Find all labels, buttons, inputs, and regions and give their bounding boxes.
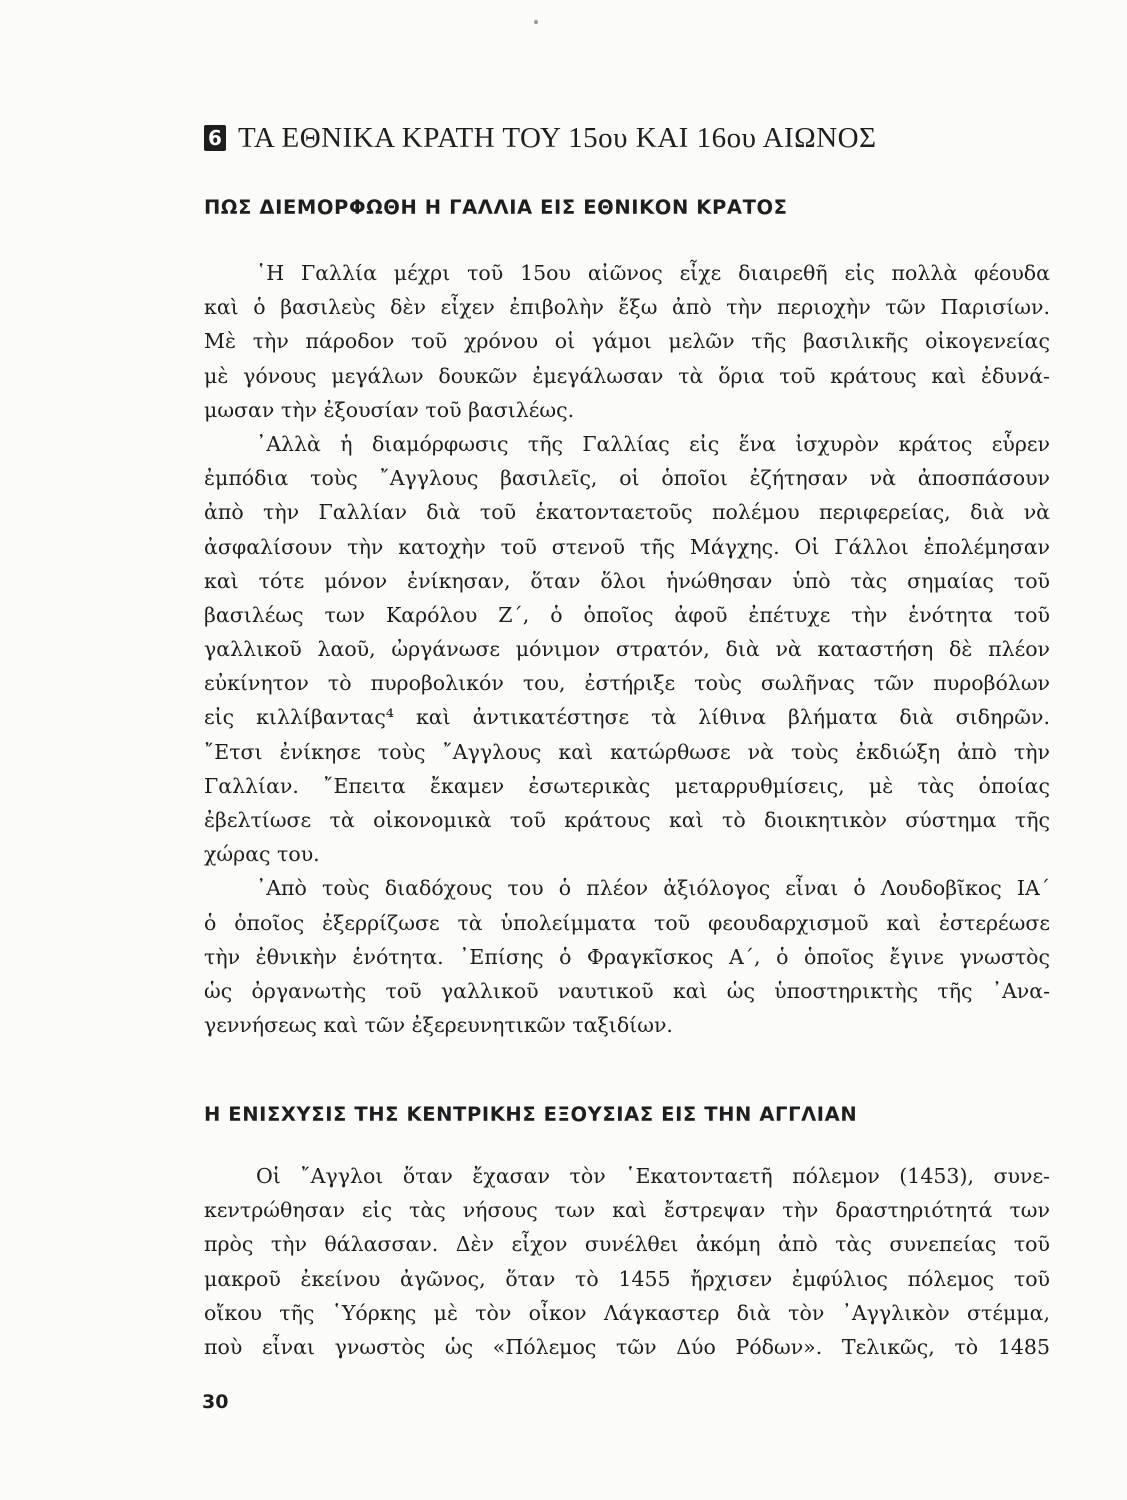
text-line: χώρας του.	[204, 842, 320, 867]
text-line: Μὲ τὴν πάροδον τοῦ χρόνου οἱ γάμοι μελῶν τῆς βασιλικῆς οἰκογενείας	[204, 329, 1050, 354]
text-line: ἐμπόδια τοὺς ῎Αγγλους βασιλεῖς, οἱ ὁποῖοι ἐζήτησαν νὰ ἀποσπάσουν	[204, 466, 1050, 491]
text-line: ῎Ετσι ἐνίκησε τοὺς ῎Αγγλους καὶ κατώρθωσε νὰ τοὺς ἐκδιώξη ἀπὸ τὴν	[204, 739, 1050, 764]
text-line: ῾Η Γαλλία μέχρι τοῦ 15ου αἰῶνος εἶχε διαιρεθῆ εἰς πολλὰ φέουδα	[256, 261, 1050, 285]
section-heading-france: ΠΩΣ ΔΙΕΜΟΡΦΩΘΗ Η ΓΑΛΛΙΑ ΕΙΣ ΕΘΝΙΚΟΝ ΚΡΑΤΟΣ	[204, 196, 788, 219]
text-line: οἴκου τῆς ῾Υόρκης μὲ τὸν οἶκον Λάγκαστερ διὰ τὸν ᾿Αγγλικὸν στέμμα,	[204, 1300, 1050, 1325]
text-line: μωσαν τὴν ἐξουσίαν τοῦ βασιλέως.	[204, 397, 575, 422]
text-line: γαλλικοῦ λαοῦ, ὠργάνωσε μόνιμον στρατόν, διὰ νὰ καταστήση δὲ πλέον	[204, 637, 1050, 662]
text-line: βασιλέως των Καρόλου Ζ΄, ὁ ὁποῖος ἀφοῦ ἐπέτυχε τὴν ἑνότητα τοῦ	[204, 602, 1050, 627]
text-line: κεντρώθησαν εἰς τὰς νήσους των καὶ ἔστρεψαν τὴν δραστηριότητά των	[204, 1198, 1050, 1223]
text-line: Γαλλίαν. ῎Επειτα ἔκαμεν ἐσωτερικὰς μεταρρυθμίσεις, μὲ τὰς ὁποίας	[204, 773, 1050, 798]
page-number: 30	[202, 1391, 229, 1413]
text-line: καὶ τότε μόνον ἐνίκησαν, ὅταν ὅλοι ἡνώθησαν ὑπὸ τὰς σημαίας τοῦ	[204, 568, 1050, 593]
text-line: ἀσφαλίσουν τὴν κατοχὴν τοῦ στενοῦ τῆς Μάγχης. Οἱ Γάλλοι ἐπολέμησαν	[204, 534, 1050, 559]
chapter-title: ΤΑ ΕΘΝΙΚΑ ΚΡΑΤΗ ΤΟΥ 15ου ΚΑΙ 16ου ΑΙΩΝΟΣ	[238, 121, 877, 154]
text-line: ᾿Αλλὰ ἡ διαμόρφωσις τῆς Γαλλίας εἰς ἕνα ἰσχυρὸν κράτος εὗρεν	[256, 431, 1050, 456]
text-line: πρὸς τὴν θάλασσαν. Δὲν εἶχον συνέλθει ἀκόμη ἀπὸ τὰς συνεπείας τοῦ	[204, 1232, 1050, 1257]
text-line: ᾿Απὸ τοὺς διαδόχους του ὁ πλέον ἀξιόλογος εἶναι ὁ Λουδοβῖκος ΙΑ΄	[256, 876, 1050, 901]
chapter-heading	[204, 118, 994, 158]
text-line: ποὺ εἶναι γνωστὸς ὡς «Πόλεμος τῶν Δύο Ρόδων». Τελικῶς, τὸ 1485	[204, 1334, 1050, 1359]
text-line: ἐβελτίωσε τὰ οἰκονομικὰ τοῦ κράτους καὶ τὸ διοικητικὸν σύστημα τῆς	[204, 808, 1050, 832]
section-heading-england: Η ΕΝΙΣΧΥΣΙΣ ΤΗΣ ΚΕΝΤΡΙΚΗΣ ΕΞΟΥΣΙΑΣ ΕΙΣ ΤΗΝ ΑΓΓΛΙΑΝ	[204, 1103, 858, 1126]
text-line: μὲ γόνους μεγάλων δουκῶν ἐμεγάλωσαν τὰ ὅρια τοῦ κράτους καὶ ἐδυνά-	[204, 363, 1050, 388]
text-line: ὁ ὁποῖος ἐξερρίζωσε τὰ ὑπολείμματα τοῦ φεουδαρχισμοῦ καὶ ἐστερέωσε	[204, 910, 1050, 935]
text-line: εὐκίνητον τὸ πυροβολικόν του, ἐστήριξε τοὺς σωλῆνας τῶν πυροβόλων	[204, 671, 1050, 696]
section-body-england	[204, 1159, 1050, 1364]
text-line: εἰς κιλλίβαντας⁴ καὶ ἀντικατέστησε τὰ λίθινα βλήματα διὰ σιδηρῶν.	[204, 705, 1050, 730]
text-line: τὴν ἐθνικὴν ἑνότητα. ᾿Επίσης ὁ Φραγκῖσκος Α΄, ὁ ὁποῖος ἔγινε γνωστὸς	[204, 944, 1050, 969]
scan-speck	[534, 20, 538, 24]
chapter-number-badge: 6	[204, 125, 226, 151]
section-body-france	[204, 256, 1050, 1042]
text-line: ὡς ὀργανωτὴς τοῦ γαλλικοῦ ναυτικοῦ καὶ ὡς ὑποστηρικτὴς τῆς ᾿Ανα-	[204, 978, 1050, 1003]
text-line: μακροῦ ἐκείνου ἀγῶνος, ὅταν τὸ 1455 ἤρχισεν ἐμφύλιος πόλεμος τοῦ	[204, 1266, 1050, 1291]
text-line: γεννήσεως καὶ τῶν ἐξερευνητικῶν ταξιδίων.	[204, 1013, 673, 1038]
text-line: Οἱ ῎Αγγλοι ὅταν ἔχασαν τὸν ῾Εκατονταετῆ πόλεμον (1453), συνε-	[256, 1164, 1050, 1188]
text-line: ἀπὸ τὴν Γαλλίαν διὰ τοῦ ἑκατονταετοῦς πολέμου περιφερείας, διὰ νὰ	[204, 500, 1050, 525]
text-line: καὶ ὁ βασιλεὺς δὲν εἶχεν ἐπιβολὴν ἔξω ἀπὸ τὴν περιοχὴν τῶν Παρισίων.	[204, 295, 1050, 320]
